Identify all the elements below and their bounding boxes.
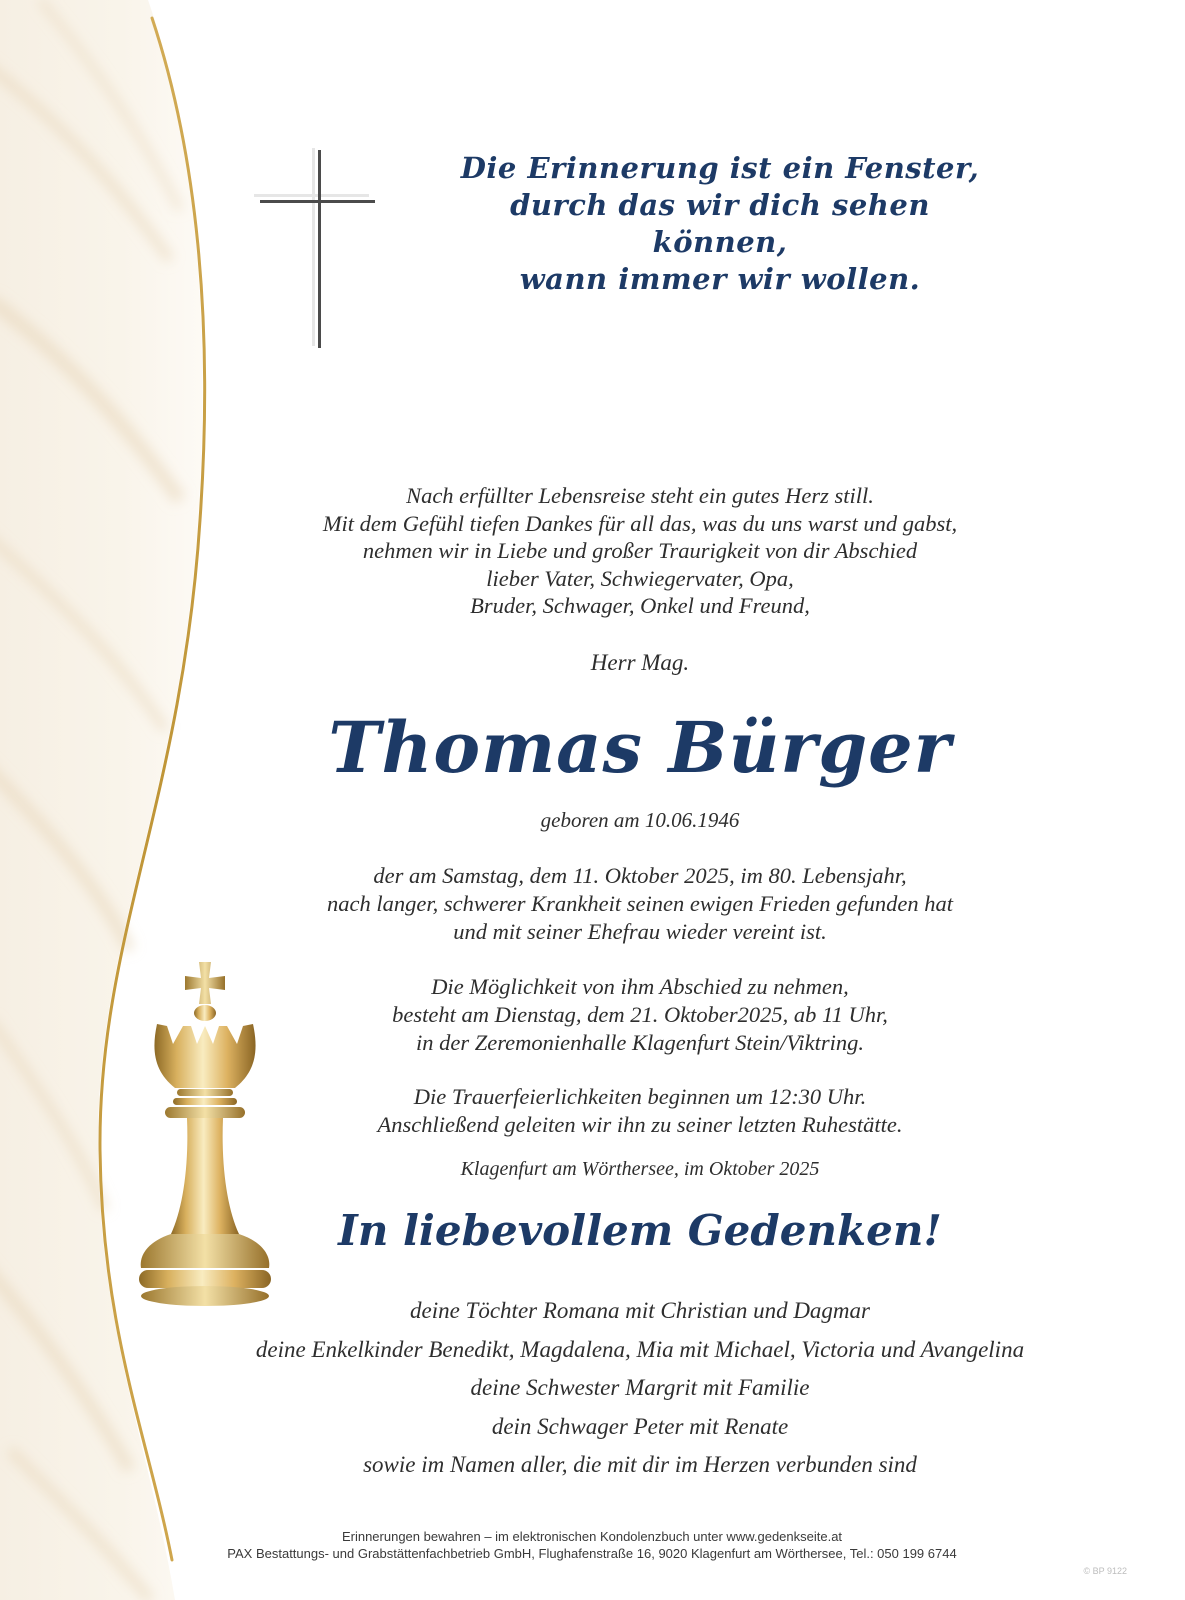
quote-line: wann immer wir wollen. [519, 262, 921, 296]
king-base-ring [139, 1270, 271, 1288]
honorific: Herr Mag. [590, 650, 690, 675]
quote-line: durch das wir dich sehen können, [510, 188, 930, 259]
cross-vertical-bar [318, 150, 321, 348]
footer [92, 1528, 1092, 1562]
death-line: nach langer, schwerer Krankheit seinen ewigen Frieden gefunden hat [327, 891, 953, 916]
intro-line: nehmen wir in Liebe und großer Traurigkeit von dir Abschied [362, 538, 918, 563]
remembrance-heading: In liebevollem Gedenken! [338, 1206, 942, 1255]
intro-line: lieber Vater, Schwiegervater, Opa, [486, 565, 794, 591]
intro-paragraph [150, 482, 1130, 620]
intro-line: Bruder, Schwager, Onkel und Freund, [470, 593, 810, 618]
deceased-name: Thomas Bürger [328, 706, 952, 789]
death-paragraph [150, 862, 1130, 946]
family-line: dein Schwager Peter mit Renate [491, 1413, 789, 1439]
family-line: deine Töchter Romana mit Christian und Dagmar [410, 1298, 870, 1323]
ceremony-line: Anschließend geleiten wir ihn zu seiner letzten Ruhestätte. [377, 1112, 903, 1137]
footer-condolence-line: Erinnerungen bewahren – im elektronischen Kondolenzbuch unter www.gedenkseite.at [341, 1529, 843, 1544]
family-line: sowie im Namen aller, die mit dir im Herzen verbunden sind [363, 1452, 917, 1477]
cross-horizontal-bar [260, 200, 375, 203]
cross-horizontal-echo [254, 194, 369, 197]
memorial-cross-icon [260, 148, 375, 350]
place-date: Klagenfurt am Wörthersee, im Oktober 2025 [460, 1158, 820, 1180]
intro-line: Mit dem Gefühl tiefen Dankes für all das, was du uns warst und gabst, [322, 510, 958, 536]
footer-funeral-home-line: PAX Bestattungs- und Grabstättenfachbetrieb GmbH, Flughafenstraße 16, 9020 Klagenfurt am Wörthersee, Tel.: 050 199 6744 [227, 1546, 957, 1561]
viewing-line: Die Möglichkeit von ihm Abschied zu nehmen, [431, 974, 849, 999]
birth-date: geboren am 10.06.1946 [540, 808, 740, 832]
opening-quote [440, 150, 1000, 298]
quote-line: Die Erinnerung ist ein Fenster, [460, 151, 980, 185]
cross-vertical-echo [312, 148, 315, 346]
family-line: deine Schwester Margrit mit Familie [470, 1375, 810, 1400]
print-watermark: © BP 9122 [1083, 1566, 1127, 1576]
death-line: der am Samstag, dem 11. Oktober 2025, im 80. Lebensjahr, [373, 863, 907, 888]
intro-line: Nach erfüllter Lebensreise steht ein gutes Herz still. [406, 483, 874, 508]
ceremony-paragraph [150, 1083, 1130, 1139]
viewing-line: besteht am Dienstag, dem 21. Oktober2025, ab 11 Uhr, [392, 1002, 888, 1027]
family-list [110, 1292, 1170, 1485]
viewing-line: in der Zeremonienhalle Klagenfurt Stein/Viktring. [415, 1030, 865, 1055]
family-line: deine Enkelkinder Benedikt, Magdalena, Mia mit Michael, Victoria und Avangelina [255, 1336, 1025, 1362]
death-line: und mit seiner Ehefrau wieder vereint ist. [453, 919, 827, 944]
ceremony-line: Die Trauerfeierlichkeiten beginnen um 12:30 Uhr. [413, 1084, 867, 1109]
viewing-paragraph [150, 973, 1130, 1057]
